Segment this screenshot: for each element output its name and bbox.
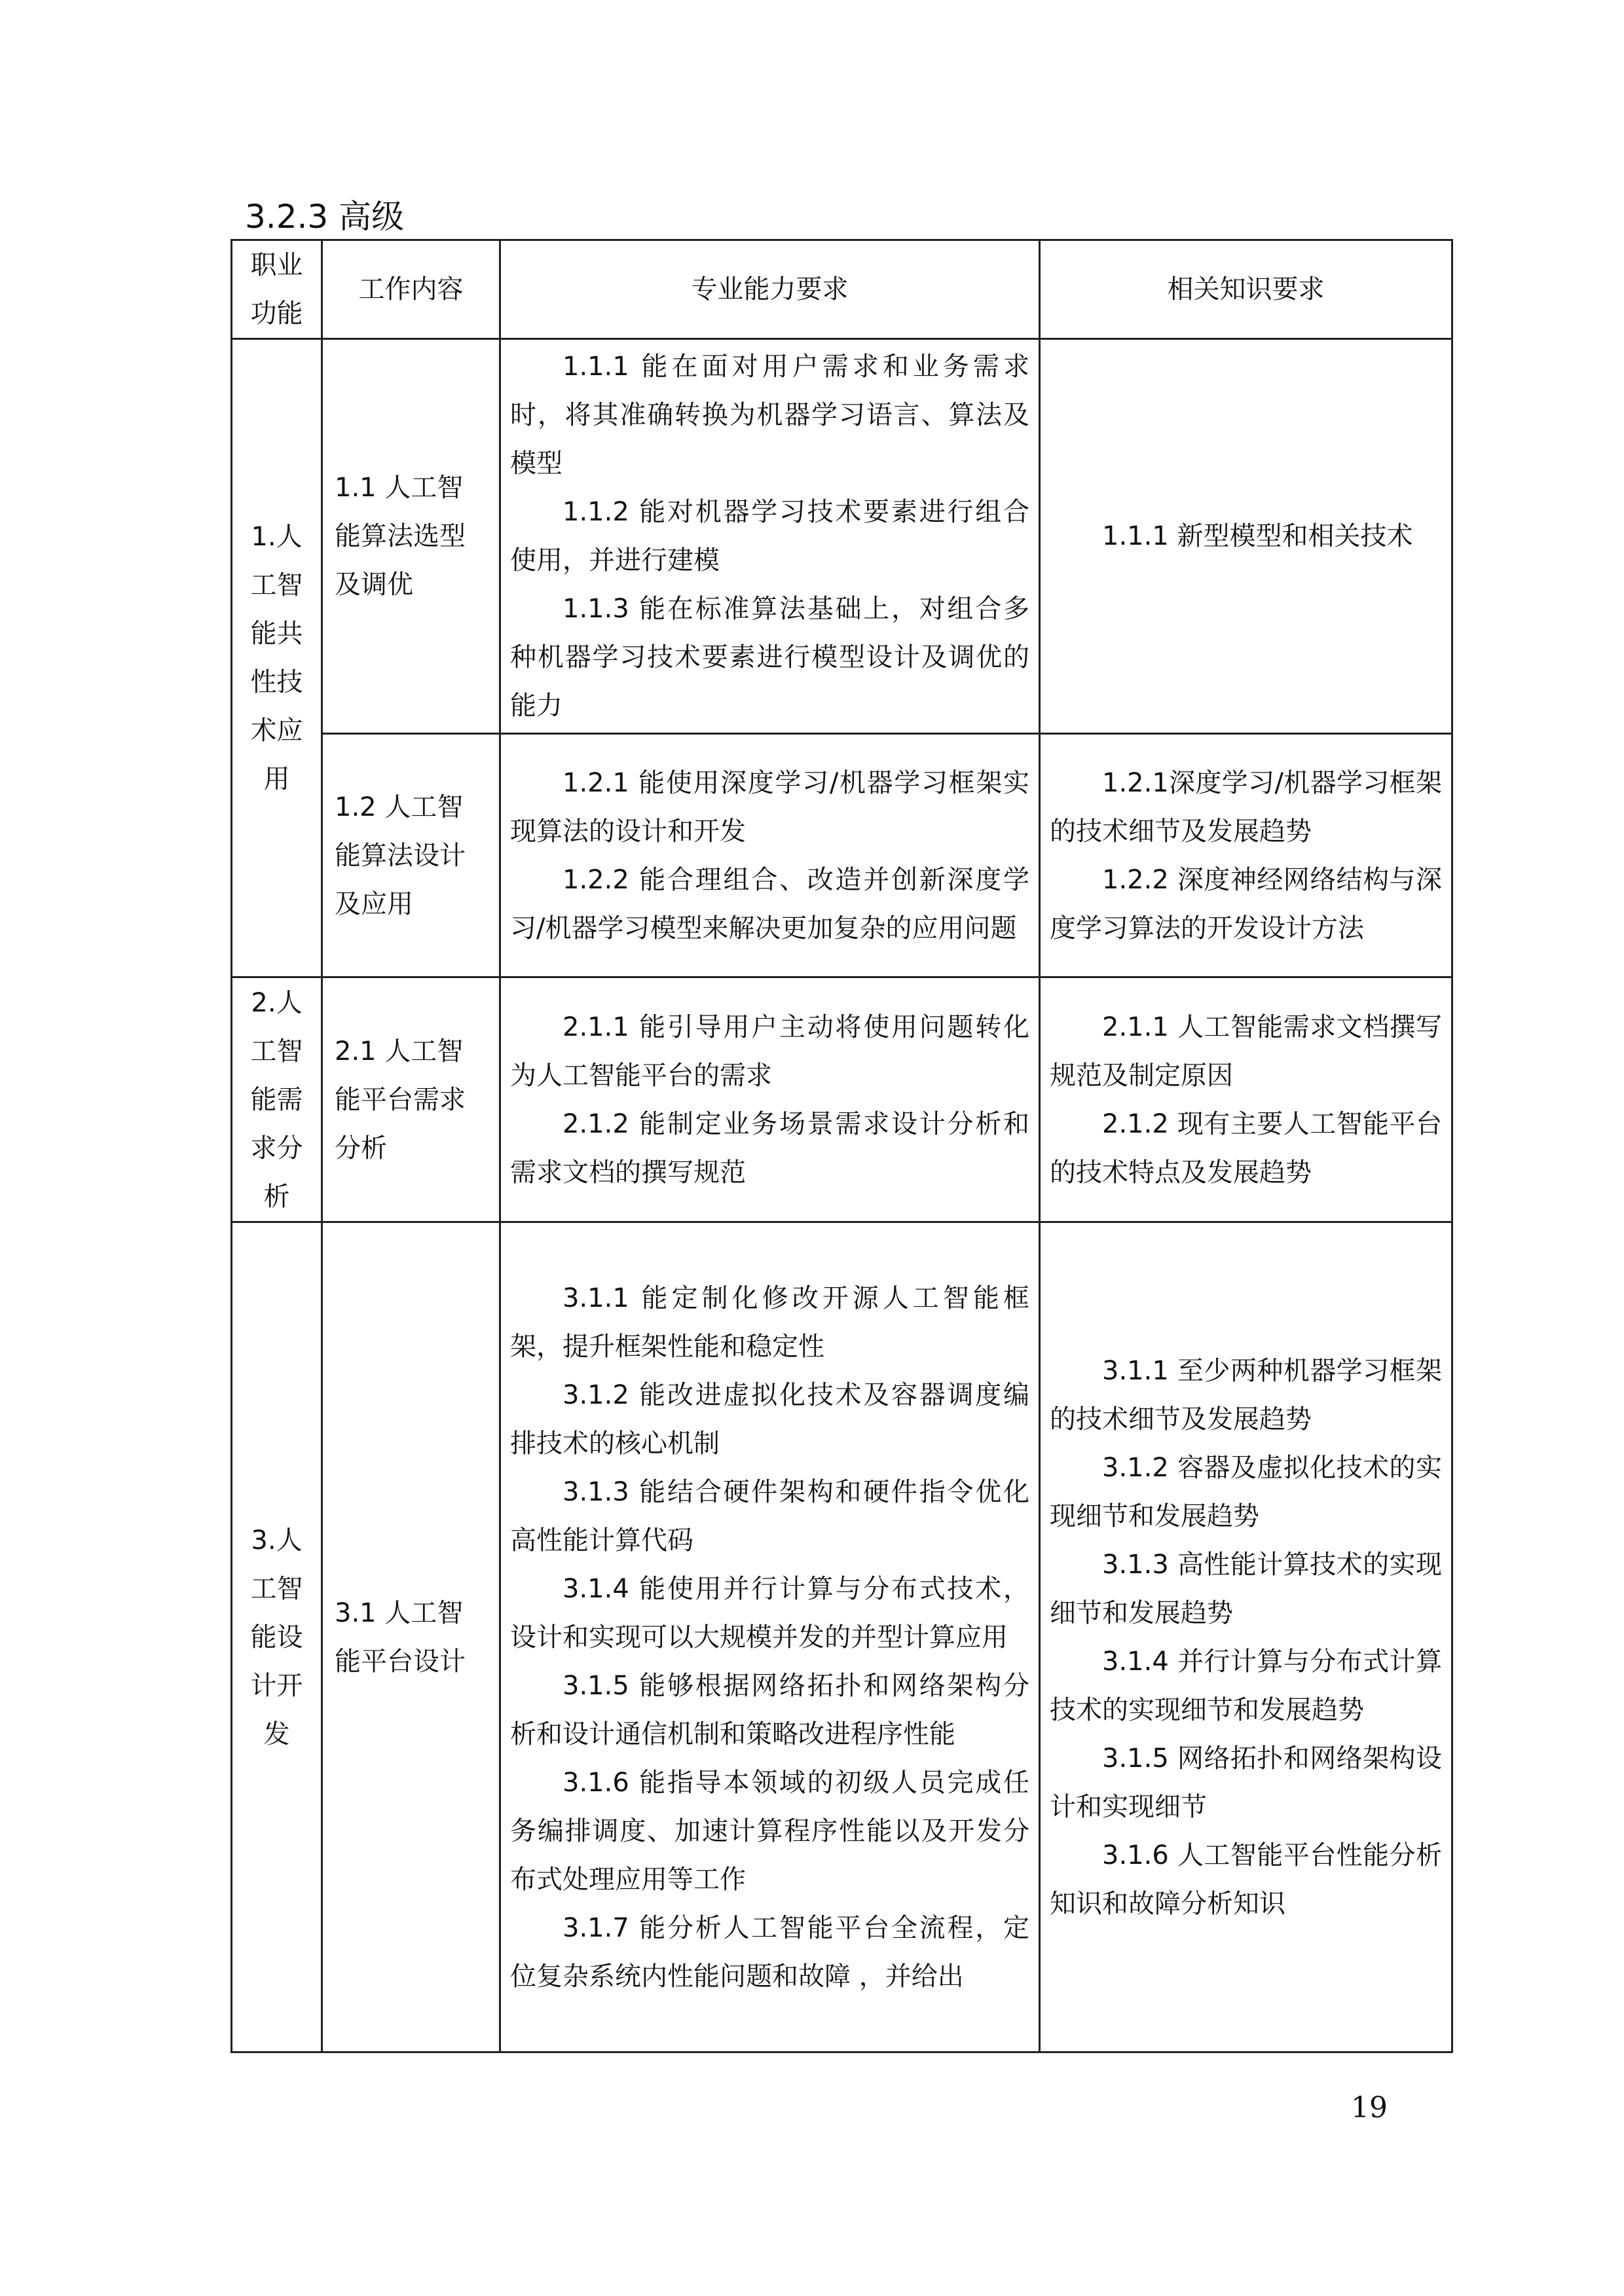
- ability-item: 3.1.6 能指导本领域的初级人员完成任务编排调度、加速计算程序性能以及开发分布式处理应用等工作: [510, 1767, 1029, 1895]
- knowledge-cell: [1040, 1222, 1452, 2052]
- function-cell: 1.人工智能共性技术应用: [232, 339, 322, 977]
- function-cell: 2.人工智能需求分析: [232, 977, 322, 1222]
- work-cell: 1.1 人工智能算法选型及调优: [322, 339, 500, 734]
- knowledge-item: 3.1.2 容器及虚拟化技术的实现细节和发展趋势: [1050, 1452, 1442, 1531]
- ability-item: 3.1.3 能结合硬件架构和硬件指令优化高性能计算代码: [510, 1476, 1029, 1556]
- knowledge-item: 3.1.4 并行计算与分布式计算技术的实现细节和发展趋势: [1050, 1646, 1442, 1725]
- ability-item: 1.1.1 能在面对用户需求和业务需求时，将其准确转换为机器学习语言、算法及模型: [510, 352, 1029, 479]
- ability-item: 3.1.7 能分析人工智能平台全流程，定位复杂系统内性能问题和故障 ，并给出: [510, 1912, 1029, 1992]
- competency-table: [231, 239, 1453, 2053]
- knowledge-item: 1.2.2 深度神经网络结构与深度学习算法的开发设计方法: [1050, 864, 1442, 943]
- section-title: 3.2.3 高级: [245, 198, 405, 236]
- knowledge-cell: [1040, 339, 1452, 734]
- ability-item: 1.2.2 能合理组合、改造并创新深度学习/机器学习模型来解决更加复杂的应用问题: [510, 864, 1029, 943]
- knowledge-item: 1.1.1 新型模型和相关技术: [1102, 521, 1413, 551]
- header-function: 职业功能: [232, 240, 322, 339]
- table-row: [232, 1222, 1452, 2052]
- work-cell: 2.1 人工智能平台需求分析: [322, 977, 500, 1222]
- ability-cell: [500, 339, 1040, 734]
- ability-item: 1.1.2 能对机器学习技术要素进行组合使用，并进行建模: [510, 497, 1029, 575]
- table-row: [232, 977, 1452, 1222]
- ability-item: 2.1.1 能引导用户主动将使用问题转化为人工智能平台的需求: [510, 1011, 1029, 1091]
- function-cell: 3.人工智能设计开发: [232, 1222, 322, 2052]
- page-number: 19: [1351, 2091, 1388, 2124]
- ability-item: 3.1.5 能够根据网络拓扑和网络架构分析和设计通信机制和策略改进程序性能: [510, 1670, 1029, 1749]
- ability-item: 3.1.4 能使用并行计算与分布式技术，设计和实现可以大规模并发的并型计算应用: [510, 1573, 1029, 1652]
- knowledge-cell: [1040, 734, 1452, 977]
- knowledge-item: 1.2.1深度学习/机器学习框架的技术细节及发展趋势: [1050, 767, 1442, 847]
- ability-item: 2.1.2 能制定业务场景需求设计分析和需求文档的撰写规范: [510, 1108, 1029, 1188]
- ability-item: 1.2.1 能使用深度学习/机器学习框架实现算法的设计和开发: [510, 767, 1029, 847]
- ability-cell: [500, 734, 1040, 977]
- table-row: [232, 734, 1452, 977]
- ability-cell: [500, 977, 1040, 1222]
- work-cell: 1.2 人工智能算法设计及应用: [322, 734, 500, 977]
- ability-item: 3.1.1 能定制化修改开源人工智能框架，提升框架性能和稳定性: [510, 1283, 1029, 1362]
- ability-item: 1.1.3 能在标准算法基础上，对组合多种机器学习技术要素进行模型设计及调优的能力: [510, 594, 1029, 721]
- table-header-row: [232, 240, 1452, 339]
- knowledge-item: 2.1.2 现有主要人工智能平台的技术特点及发展趋势: [1050, 1108, 1442, 1188]
- knowledge-item: 3.1.1 至少两种机器学习框架的技术细节及发展趋势: [1050, 1355, 1442, 1434]
- ability-cell: [500, 1222, 1040, 2052]
- knowledge-item: 3.1.6 人工智能平台性能分析知识和故障分析知识: [1050, 1840, 1442, 1919]
- knowledge-item: 3.1.5 网络拓扑和网络架构设计和实现细节: [1050, 1743, 1442, 1822]
- knowledge-item: 3.1.3 高性能计算技术的实现细节和发展趋势: [1050, 1549, 1442, 1628]
- header-ability: 专业能力要求: [500, 240, 1040, 339]
- work-cell: 3.1 人工智能平台设计: [322, 1222, 500, 2052]
- ability-item: 3.1.2 能改进虚拟化技术及容器调度编排技术的核心机制: [510, 1379, 1029, 1459]
- knowledge-item: 2.1.1 人工智能需求文档撰写规范及制定原因: [1050, 1011, 1442, 1091]
- knowledge-cell: [1040, 977, 1452, 1222]
- table-row: [232, 339, 1452, 734]
- header-work: 工作内容: [322, 240, 500, 339]
- header-knowledge: 相关知识要求: [1040, 240, 1452, 339]
